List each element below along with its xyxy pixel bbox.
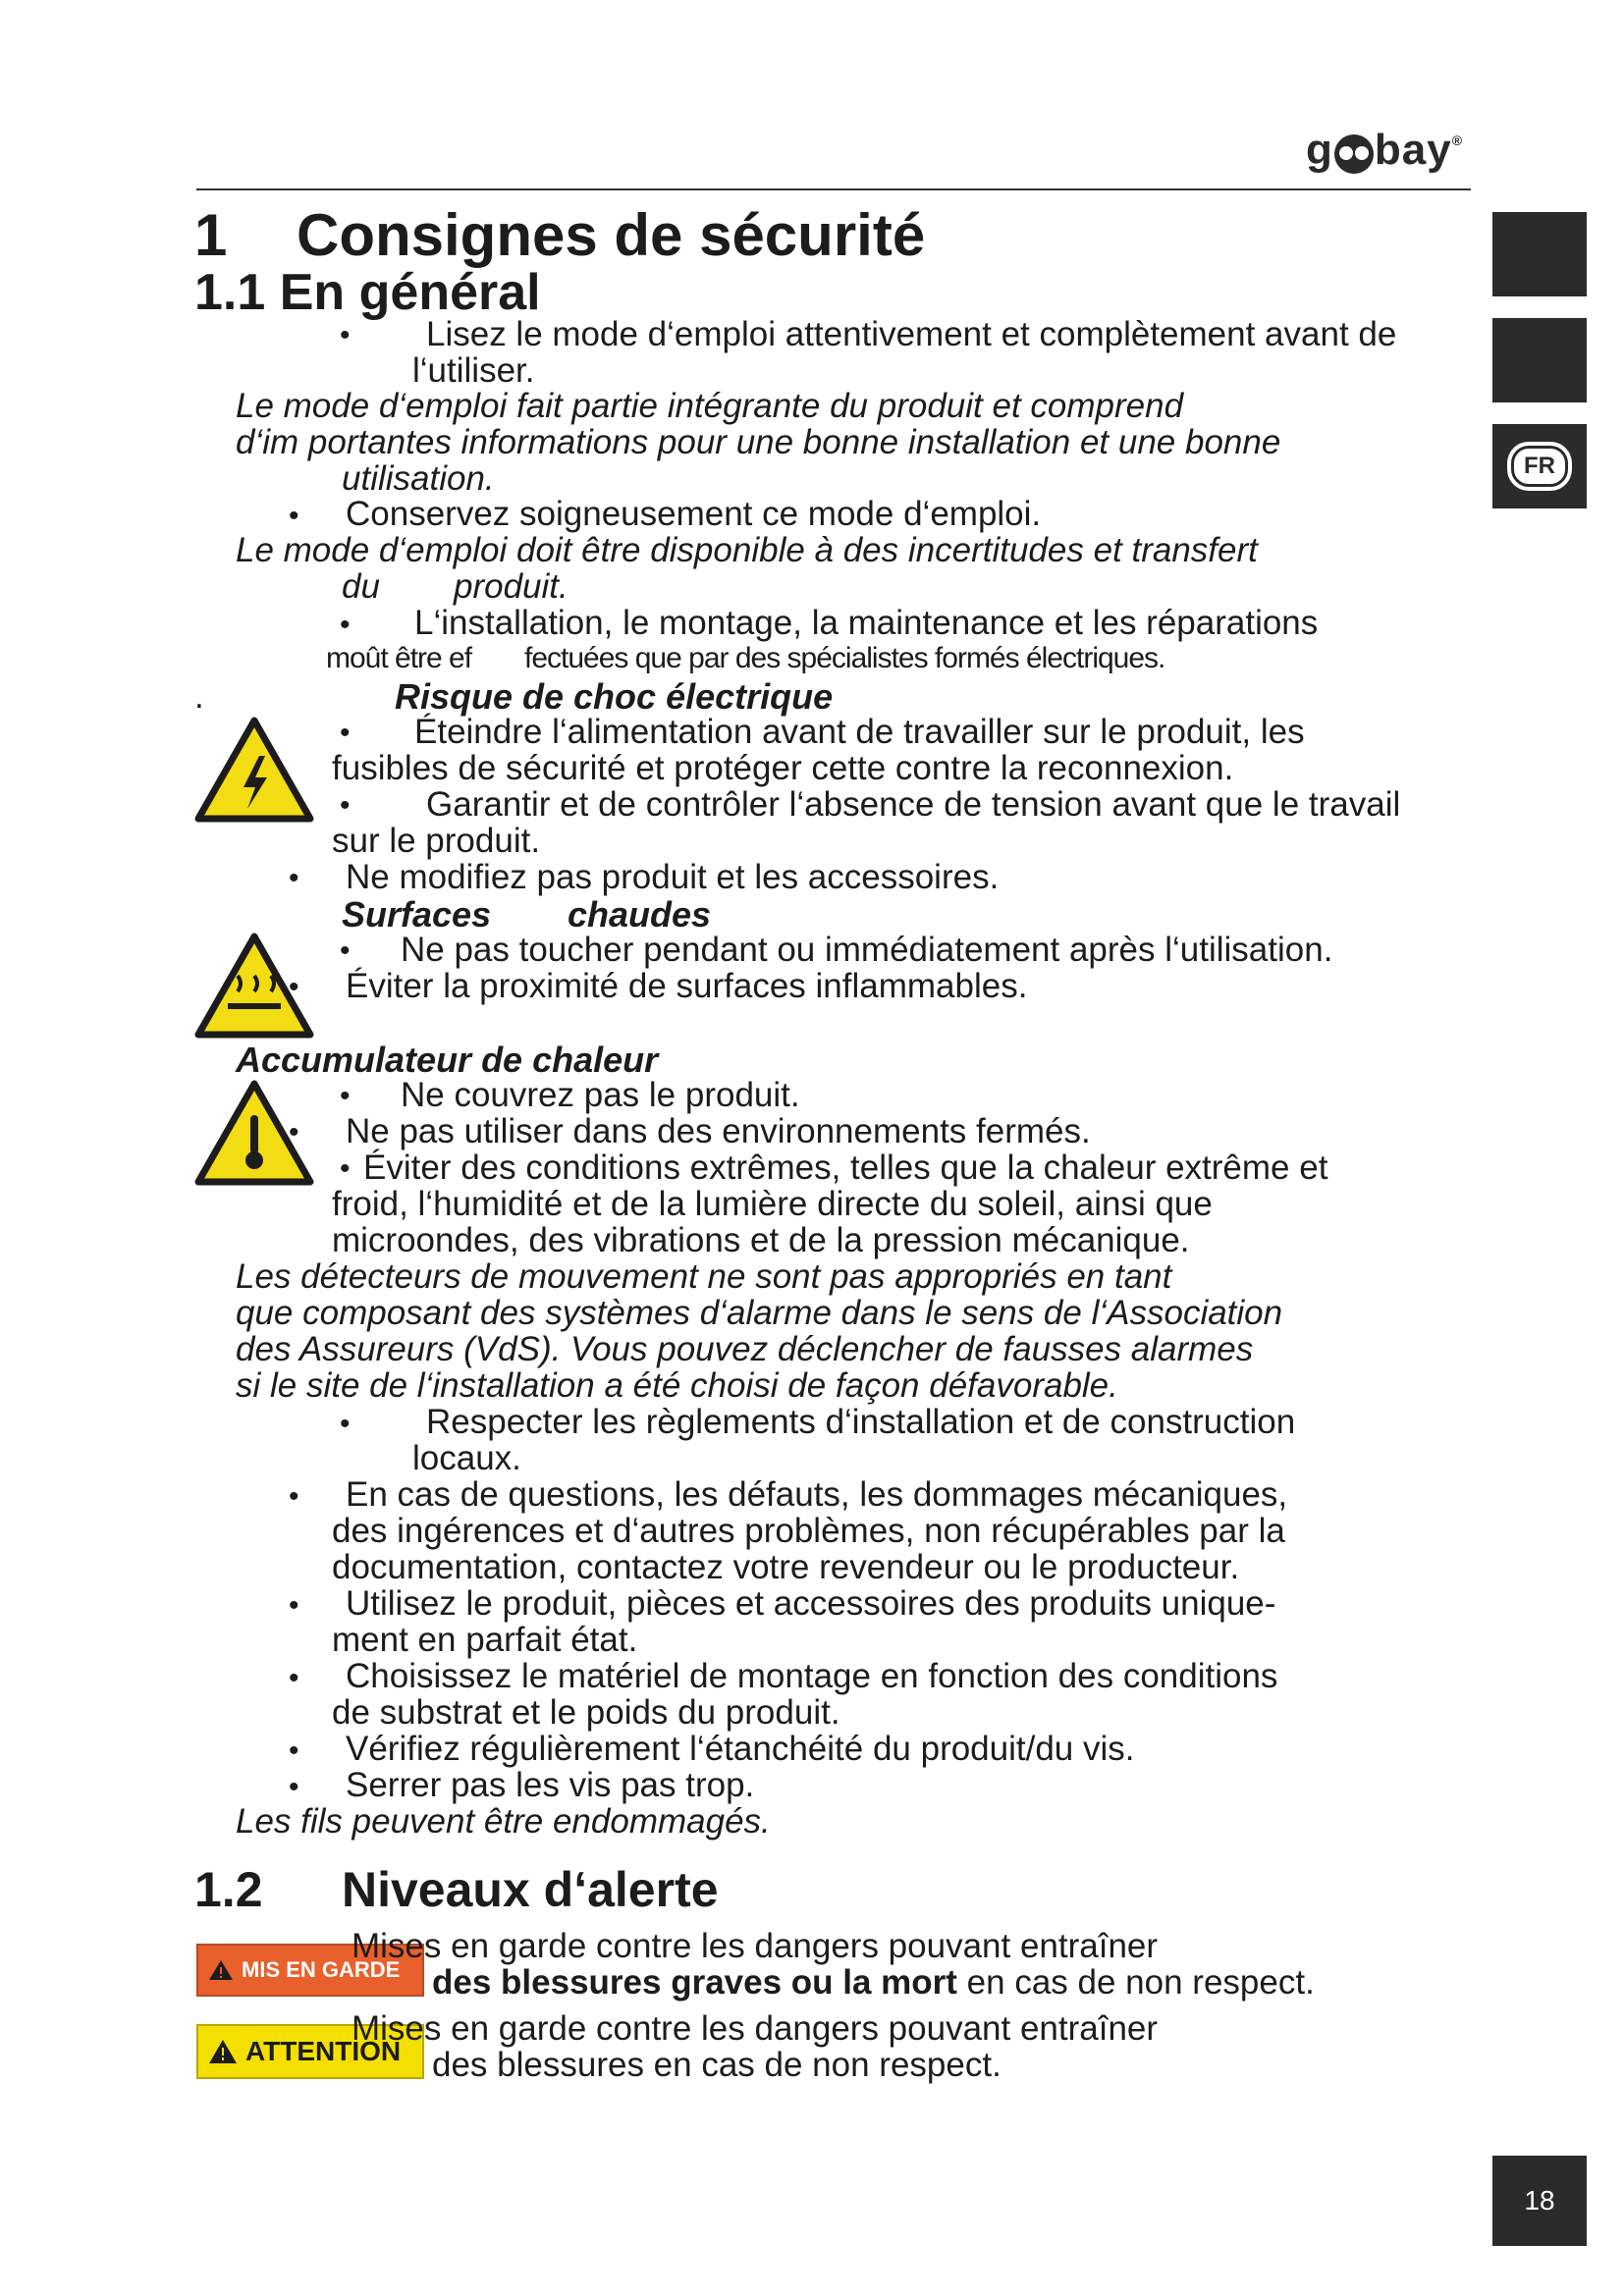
text-line: Lisez le mode d‘emploi attentivement et complètement avant de	[426, 315, 1397, 353]
text-line: Les fils peuvent être endommagés.	[236, 1802, 771, 1841]
bullet: •	[289, 1771, 299, 1803]
bullet: •	[340, 1080, 351, 1112]
subheading-electric-shock: Risque de choc électrique	[395, 676, 834, 717]
text-line: des ingérences et d‘autres problèmes, non récupérables par la	[332, 1512, 1285, 1550]
text-line: Conservez soigneusement ce mode d‘emploi.	[346, 495, 1042, 533]
text-line: utilisation.	[342, 459, 495, 498]
text-line: Le mode d‘emploi fait partie intégrante du produit et comprend	[236, 387, 1184, 425]
text-line: de substrat et le poids du produit.	[332, 1693, 840, 1732]
text-line: d‘im portantes informations pour une bonne installation et une bonne	[236, 423, 1281, 461]
text-line: du	[342, 567, 380, 606]
attention-description: Mises en garde contre les dangers pouvant entraîner	[352, 2009, 1159, 2048]
text-line: locaux.	[412, 1439, 521, 1477]
bullet: •	[340, 319, 351, 351]
subheading-hot-surfaces: Surfaces	[342, 894, 492, 934]
text-line: Ne couvrez pas le produit.	[401, 1076, 800, 1114]
text-line: Éteindre l‘alimentation avant de travailler sur le produit, les	[414, 713, 1305, 751]
text-line: microondes, des vibrations et de la pression mécanique.	[332, 1221, 1190, 1259]
warning-triangle-icon	[208, 1959, 234, 1981]
text-line: Les détecteurs de mouvement ne sont pas appropriés en tant	[236, 1257, 1172, 1296]
warning-description: Mises en garde contre les dangers pouvant entraîner	[352, 1927, 1159, 1965]
section-alert-title: 1.2 Niveaux d‘alerte	[194, 1862, 719, 1917]
text-line: Garantir et de contrôler l‘absence de tension avant que le travail	[426, 785, 1401, 824]
subheading-hot-surfaces: chaudes	[568, 894, 712, 934]
bullet: •	[289, 1480, 299, 1513]
text-line: des Assureurs (VdS). Vous pouvez déclencher de fausses alarmes	[236, 1330, 1254, 1368]
bullet: •	[289, 971, 299, 1003]
bullet: •	[289, 862, 299, 894]
bullet: •	[340, 1408, 351, 1440]
bullet: •	[340, 934, 351, 967]
page-number: 18	[1492, 2156, 1587, 2246]
bullet: •	[289, 1735, 299, 1767]
text-line: Ne modifiez pas produit et les accessoires.	[346, 858, 1000, 896]
bullet: •	[289, 500, 299, 532]
section-general-title: 1.1 En général	[194, 264, 541, 321]
language-tab	[1492, 424, 1587, 508]
text-line: Le mode d‘emploi doit être disponible à des incertitudes et transfert	[236, 531, 1258, 569]
text-line: Éviter des conditions extrêmes, telles que la chaleur extrême et	[363, 1148, 1328, 1187]
attention-triangle-icon	[208, 2039, 238, 2064]
bullet: •	[289, 1589, 299, 1622]
warning-label-text: MIS EN GARDE	[242, 1957, 401, 1982]
text-line: En cas de questions, les défauts, les dommages mécaniques,	[346, 1475, 1288, 1514]
bullet: •	[340, 1152, 351, 1185]
text-line: que composant des systèmes d‘alarme dans le sens de l‘Association	[236, 1294, 1283, 1332]
text-line: Choisissez le matériel de montage en fonction des conditions	[346, 1657, 1278, 1695]
bullet: •	[340, 717, 351, 749]
text-line: Ne pas utiliser dans des environnements fermés.	[346, 1112, 1091, 1150]
stray-dot: .	[194, 677, 204, 716]
text-line: Ne pas toucher pendant ou immédiatement après l‘utilisation.	[401, 931, 1333, 969]
text-line: documentation, contactez votre revendeur ou le producteur.	[332, 1548, 1240, 1586]
side-tab	[1492, 212, 1587, 296]
bullet: •	[340, 789, 351, 822]
warning-description: des blessures graves ou la mort en cas de non respect.	[432, 1963, 1315, 2002]
text-line: moût être ef	[326, 642, 472, 674]
text-line: Serrer pas les vis pas trop.	[346, 1766, 755, 1804]
text-line: produit.	[454, 567, 568, 606]
goobay-logo: g bay ®	[1306, 126, 1464, 174]
bullet: •	[289, 1662, 299, 1694]
language-badge: FR	[1511, 446, 1568, 487]
side-tab	[1492, 318, 1587, 402]
subheading-heat-accumulator: Accumulateur de chaleur	[236, 1040, 659, 1080]
header-rule	[196, 188, 1471, 190]
text-line: si le site de l‘installation a été choisi de façon défavorable.	[236, 1366, 1118, 1405]
text-line: sur le produit.	[332, 822, 541, 860]
text-line: ment en parfait état.	[332, 1621, 638, 1659]
text-line: Vérifiez régulièrement l‘étanchéité du produit/du vis.	[346, 1730, 1135, 1768]
electric-hazard-icon	[194, 717, 314, 823]
text-line: Respecter les règlements d‘installation et de construction	[426, 1403, 1296, 1441]
text-line: froid, l‘humidité et de la lumière directe du soleil, ainsi que	[332, 1185, 1213, 1223]
text-line: l‘utiliser.	[412, 351, 535, 390]
text-line: Éviter la proximité de surfaces inflammables.	[346, 967, 1028, 1005]
chapter-title: 1 Consignes de sécurité	[194, 202, 926, 268]
attention-description: des blessures en cas de non respect.	[432, 2046, 1001, 2084]
logo-eyes-icon	[1334, 134, 1374, 174]
bullet: •	[289, 1116, 299, 1148]
text-line: Utilisez le produit, pièces et accessoires des produits unique-	[346, 1584, 1276, 1623]
attention-label-text: ATTENTION	[245, 2036, 402, 2066]
text-line: fusibles de sécurité et protéger cette contre la reconnexion.	[332, 749, 1234, 787]
bullet: •	[340, 609, 351, 641]
text-line: fectuées que par des spécialistes formés électriques.	[524, 642, 1165, 674]
text-line: L‘installation, le montage, la maintenance et les réparations	[414, 604, 1319, 642]
